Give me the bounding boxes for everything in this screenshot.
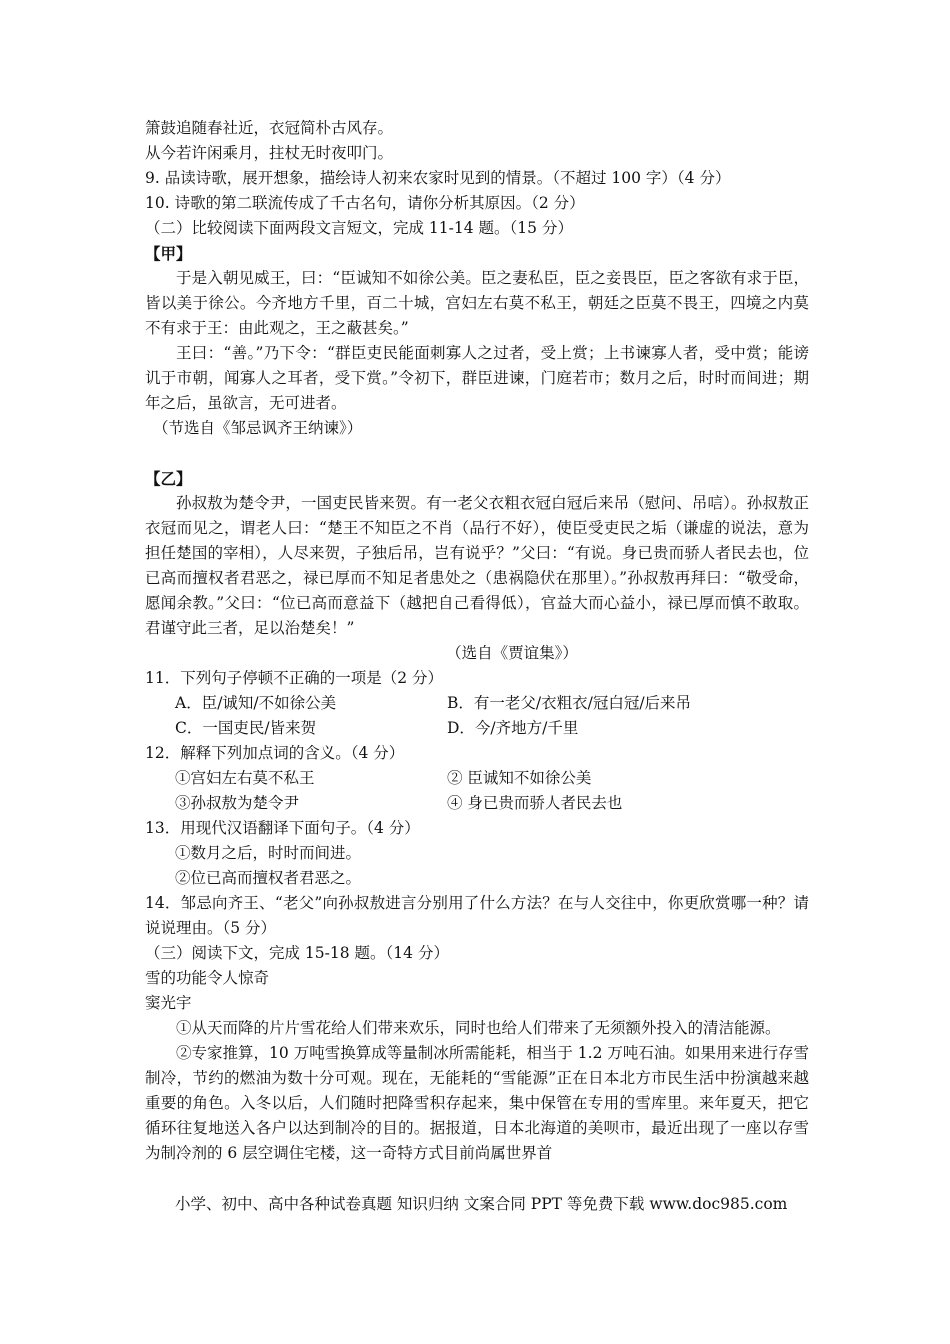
question-12-item: ② 臣诚知不如徐公美 [447,769,592,787]
option-b: B．有一老父/衣粗衣/冠白冠/后来吊 [447,694,692,712]
question-12-item: ④ 身已贵而骄人者民去也 [447,794,623,812]
question-11-options [145,691,809,741]
passage-jia-source: （节选自《邹忌讽齐王纳谏》） [153,419,363,437]
poem-line: 箫鼓追随春社近，衣冠简朴古风存。 [145,119,394,137]
question-10: 10. 诗歌的第二联流传成了千古名句，请你分析其原因。（2 分） [145,194,585,212]
passage-jia-paragraph-1: 于是入朝见威王，曰：“臣诚知不如徐公美。臣之妻私臣，臣之妾畏臣，臣之客欲有求于臣，皆以美于徐公。今齐地方千里，百二十城，宫妇左右莫不私王，朝廷之臣莫不畏王，四境之内莫不有求于王：由此观之，王之蔽甚矣。” [145,269,809,337]
section-2-title: （二）比较阅读下面两段文言短文，完成 11-14 题。（15 分） [145,219,573,237]
question-12-item: ①宫妇左右莫不私王 [175,769,315,787]
option-a: A．臣/诚知/不如徐公美 [175,694,337,712]
question-11-stem: 11．下列句子停顿不正确的一项是（2 分） [145,669,444,687]
article-paragraph-2: ②专家推算，10 万吨雪换算成等量制冰所需能耗，相当于 1.2 万吨石油。如果用来进行存雪制冷，节约的燃油为数十分可观。现在，无能耗的“雪能源”正在日本北方市民生活中扮演越来越重要的角色。入冬以后，人们随时把降雪积存起来，集中保管在专用的雪库里。来年夏天，把它循环往复地送入各户以达到制冷的目的。据报道，日本北海道的美呗市，最近出现了一座以存雪为制冷剂的 6 层空调住宅楼，这一奇特方式目前尚属世界首 [145,1044,809,1162]
article-author: 窦光宇 [145,994,192,1012]
question-13-stem: 13．用现代汉语翻译下面句子。（4 分） [145,819,420,837]
question-12-item: ③孙叔敖为楚令尹 [175,794,300,812]
passage-yi-label: 【乙】 [145,469,192,488]
section-3-title: （三）阅读下文，完成 15-18 题。（14 分） [145,944,449,962]
page-content [145,116,809,1166]
spacer [145,441,809,466]
option-c: C．一国吏民/皆来贺 [175,719,317,737]
poem-line: 从今若许闲乘月，拄杖无时夜叩门。 [145,144,394,162]
question-12-items [145,766,809,816]
passage-jia-label: 【甲】 [145,244,192,263]
question-14: 14．邹忌向齐王、“老父”向孙叔敖进言分别用了什么方法？在与人交往中，你更欣赏哪一种？请说说理由。（5 分） [145,894,809,937]
option-d: D．今/齐地方/千里 [447,719,579,737]
question-9: 9. 品读诗歌，展开想象，描绘诗人初来农家时见到的情景。（不超过 100 字）（4 分） [145,169,731,187]
question-12-stem: 12．解释下列加点词的含义。（4 分） [145,744,405,762]
article-title: 雪的功能令人惊奇 [145,969,270,987]
passage-yi-source: （选自《贾谊集》） [446,644,578,662]
question-13-item: ②位已高而擅权者君恶之。 [175,869,362,887]
question-13-item: ①数月之后，时时而间进。 [175,844,362,862]
article-paragraph-1: ①从天而降的片片雪花给人们带来欢乐，同时也给人们带来了无须额外投入的清洁能源。 [176,1019,781,1037]
page-footer: 小学、初中、高中各种试卷真题 知识归纳 文案合同 PPT 等免费下载 www.doc985.com [175,1195,788,1213]
passage-jia-paragraph-2: 王曰：“善。”乃下令：“群臣吏民能面刺寡人之过者，受上赏；上书谏寡人者，受中赏；能谤讥于市朝，闻寡人之耳者，受下赏。”令初下，群臣进谏，门庭若市；数月之后，时时而间进；期年之后，虽欲言，无可进者。 [145,344,809,412]
passage-yi-paragraph: 孙叔敖为楚令尹，一国吏民皆来贺。有一老父衣粗衣冠白冠后来吊（慰问、吊唁）。孙叔敖正衣冠而见之，谓老人曰：“楚王不知臣之不肖（品行不好），使臣受吏民之垢（谦虚的说法，意为担任楚国的宰相），人尽来贺，子独后吊，岂有说乎？”父曰：“有说。身已贵而骄人者民去也，位已高而擅权者君恶之，禄已厚而不知足者患处之（患祸隐伏在那里）。”孙叔敖再拜曰：“敬受命，愿闻余教。”父曰：“位已高而意益下（越把自己看得低），官益大而心益小，禄已厚而慎不敢取。君谨守此三者，足以治楚矣！” [145,494,809,637]
